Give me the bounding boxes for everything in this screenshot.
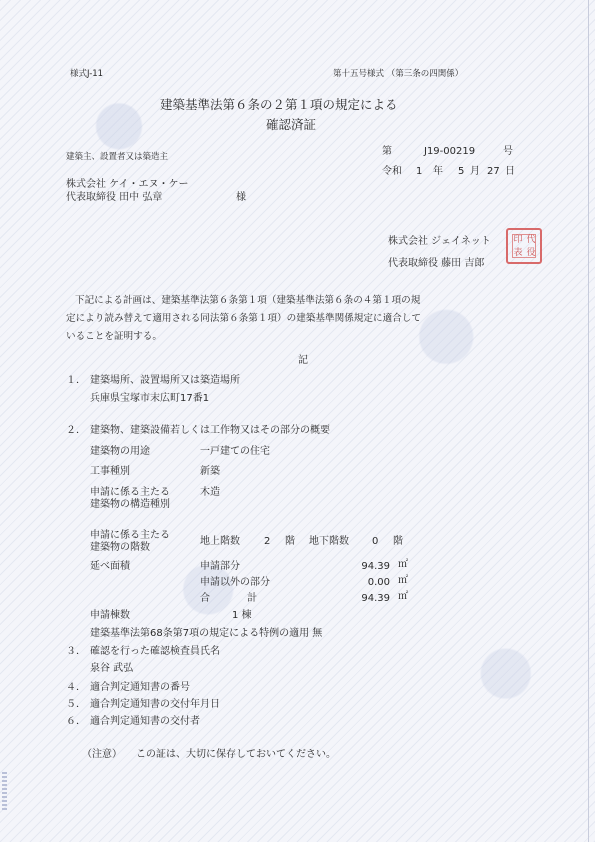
seal-char: 表 [513,248,523,258]
area-total-label: 合 計 [200,593,258,604]
item-3-value: 泉谷 武弘 [90,663,134,674]
seal-char: 役 [526,248,536,258]
note-text: この証は、大切に保存しておいてください。 [136,749,336,760]
addressee-role-label: 建築主、設置者又は築造主 [66,152,169,162]
building-count-label: 申請棟数 [90,610,130,621]
item-1-value: 兵庫県宝塚市末広町17番1 [90,393,210,404]
title-line-1: 建築基準法第６条の２第１項の規定による [160,97,398,112]
area-other-value: 0.00 [367,577,390,588]
date-month: 5 [458,166,465,177]
work-value: 新築 [200,466,220,477]
use-value: 一戸建ての住宅 [200,446,270,457]
item-5-label: 適合判定通知書の交付年月日 [90,699,220,710]
below-ground-value: 0 [372,536,379,547]
page-edge-line [588,0,589,842]
item-1-label: 建築場所、設置場所又は築造場所 [90,375,240,386]
use-label: 建築物の用途 [90,446,150,457]
cert-number-prefix: 第 [382,146,392,157]
ki-heading: 記 [298,355,308,366]
area-applied-value: 94.39 [361,561,390,572]
building-count-value: 1 棟 [232,610,252,621]
area-total-unit: ㎡ [398,591,408,602]
below-ground-unit: 階 [393,536,403,547]
body-line-1: 下記による計画は、建築基準法第６条第１項（建築基準法第６条の４第１項の規 [75,295,421,306]
item-6-label: 適合判定通知書の交付者 [90,716,200,727]
title-line-2: 確認済証 [266,117,317,132]
item-2-number: ２． [66,425,86,436]
body-line-3: いることを証明する。 [66,331,162,342]
above-ground-value: 2 [264,536,271,547]
scan-mark [2,770,7,810]
item-3-label: 確認を行った確認検査員氏名 [90,646,220,657]
issuer-seal [506,228,542,264]
area-other-unit: ㎡ [398,575,408,586]
item-1-number: １． [66,375,86,386]
item-4-label: 適合判定通知書の番号 [90,682,190,693]
structure-value: 木造 [200,487,220,498]
above-ground-label: 地上階数 [200,536,240,547]
item-6-number: ６． [66,716,86,727]
item-4-number: ４． [66,682,86,693]
area-total-value: 94.39 [361,593,390,604]
cert-number-suffix: 号 [503,146,513,157]
floors-label-2: 建築物の階数 [90,542,150,553]
date-year: 1 [416,166,423,177]
above-ground-unit: 階 [285,536,295,547]
structure-label-1: 申請に係る主たる [90,487,170,498]
body-line-2: 定により読み替えて適用される同法第６条第１項）の建築基準関係規定に適合して [66,313,421,324]
date-year-unit: 年 [433,166,443,177]
work-label: 工事種別 [90,466,130,477]
item-5-number: ５． [66,699,86,710]
addressee-honorific: 様 [236,192,246,203]
item-2-label: 建築物、建築設備若しくは工作物又はその部分の概要 [90,425,330,436]
date-day-unit: 日 [505,166,515,177]
area-applied-unit: ㎡ [398,559,408,570]
date-day: 27 [487,166,500,177]
exception-line: 建築基準法第68条第7項の規定による特例の適用 無 [90,628,323,639]
addressee-representative: 代表取締役 田中 弘章 [66,192,163,203]
issuer-company: 株式会社 ジェイネット [388,236,491,247]
issuer-representative: 代表取締役 藤田 吉郎 [388,258,485,269]
form-number: 第十五号様式 （第三条の四関係） [333,69,464,79]
form-id: 様式J-11 [70,69,104,79]
item-3-number: ３． [66,646,86,657]
structure-label-2: 建築物の構造種別 [90,499,170,510]
cert-number: J19-00219 [424,146,476,157]
below-ground-label: 地下階数 [309,536,349,547]
area-applied-label: 申請部分 [200,561,240,572]
floors-label-1: 申請に係る主たる [90,530,170,541]
seal-char: 印 [513,235,523,245]
date-era: 令和 [382,166,402,177]
seal-char: 代 [526,235,536,245]
area-label: 延べ面積 [90,561,130,572]
note-label: （注意） [82,749,122,760]
addressee-company: 株式会社 ケイ・エヌ・ケー [66,179,189,190]
area-other-label: 申請以外の部分 [200,577,270,588]
date-month-unit: 月 [470,166,480,177]
